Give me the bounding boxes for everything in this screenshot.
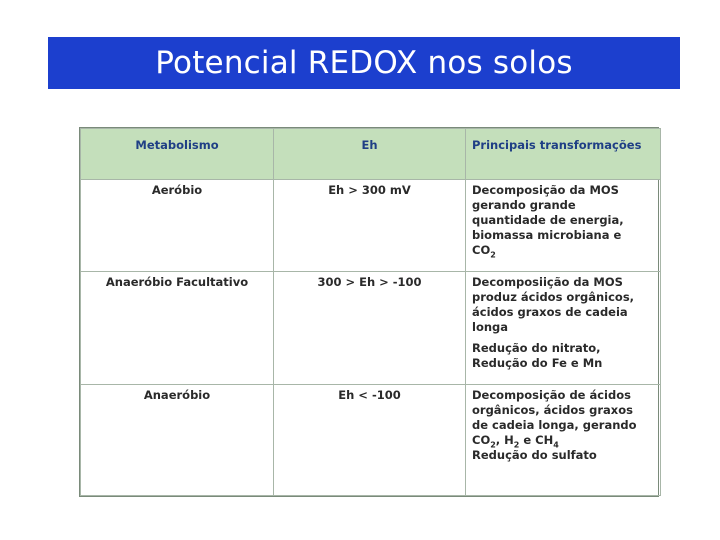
table-row xyxy=(81,272,661,385)
formula-base: e CH xyxy=(519,433,554,447)
formula-subscript: 2 xyxy=(490,440,496,450)
header-transformacoes: Principais transformações xyxy=(466,129,661,180)
cell-transformacoes xyxy=(466,385,661,496)
text-line: biomassa microbiana e xyxy=(472,228,622,242)
text-line: Redução do Fe e Mn xyxy=(472,356,603,370)
formula-base: CO xyxy=(472,433,491,447)
cell-eh: Eh > 300 mV xyxy=(274,180,466,272)
slide-title-bar xyxy=(48,37,680,89)
cell-transformacoes xyxy=(466,272,661,385)
cell-metabolismo: Aeróbio xyxy=(81,180,274,272)
header-metabolismo: Metabolismo xyxy=(81,129,274,180)
text-line: Decomposição de ácidos xyxy=(472,388,631,402)
text-line: Decomposiição da MOS xyxy=(472,275,623,289)
text-line: ácidos graxos de cadeia xyxy=(472,305,628,319)
cell-metabolismo: Anaeróbio xyxy=(81,385,274,496)
cell-transformacoes xyxy=(466,180,661,272)
gases-formula xyxy=(472,433,654,448)
table xyxy=(80,128,661,496)
formula-base: , H xyxy=(495,433,514,447)
header-row xyxy=(81,129,661,180)
header-eh: Eh xyxy=(274,129,466,180)
text-line: produz ácidos orgânicos, xyxy=(472,290,635,304)
slide-title: Potencial REDOX nos solos xyxy=(155,45,573,81)
text-line: Redução do nitrato, xyxy=(472,341,601,355)
text-line: Decomposição da MOS xyxy=(472,183,619,197)
cell-eh: 300 > Eh > -100 xyxy=(274,272,466,385)
text-line: de cadeia longa, gerando xyxy=(472,418,637,432)
table-row xyxy=(81,180,661,272)
text-line: orgânicos, ácidos graxos xyxy=(472,403,633,417)
text-line: Redução do sulfato xyxy=(472,448,597,462)
cell-metabolismo: Anaeróbio Facultativo xyxy=(81,272,274,385)
table-row xyxy=(81,385,661,496)
formula-base: CO xyxy=(472,243,491,257)
formula-subscript: 2 xyxy=(490,250,496,260)
co2-formula xyxy=(472,243,654,258)
text-line: gerando grande xyxy=(472,198,576,212)
formula-subscript: 2 xyxy=(513,440,520,450)
formula-subscript: 4 xyxy=(553,440,559,450)
text-line: quantidade de energia, xyxy=(472,213,624,227)
redox-table xyxy=(79,127,659,497)
cell-eh: Eh < -100 xyxy=(274,385,466,496)
text-line: longa xyxy=(472,320,509,334)
